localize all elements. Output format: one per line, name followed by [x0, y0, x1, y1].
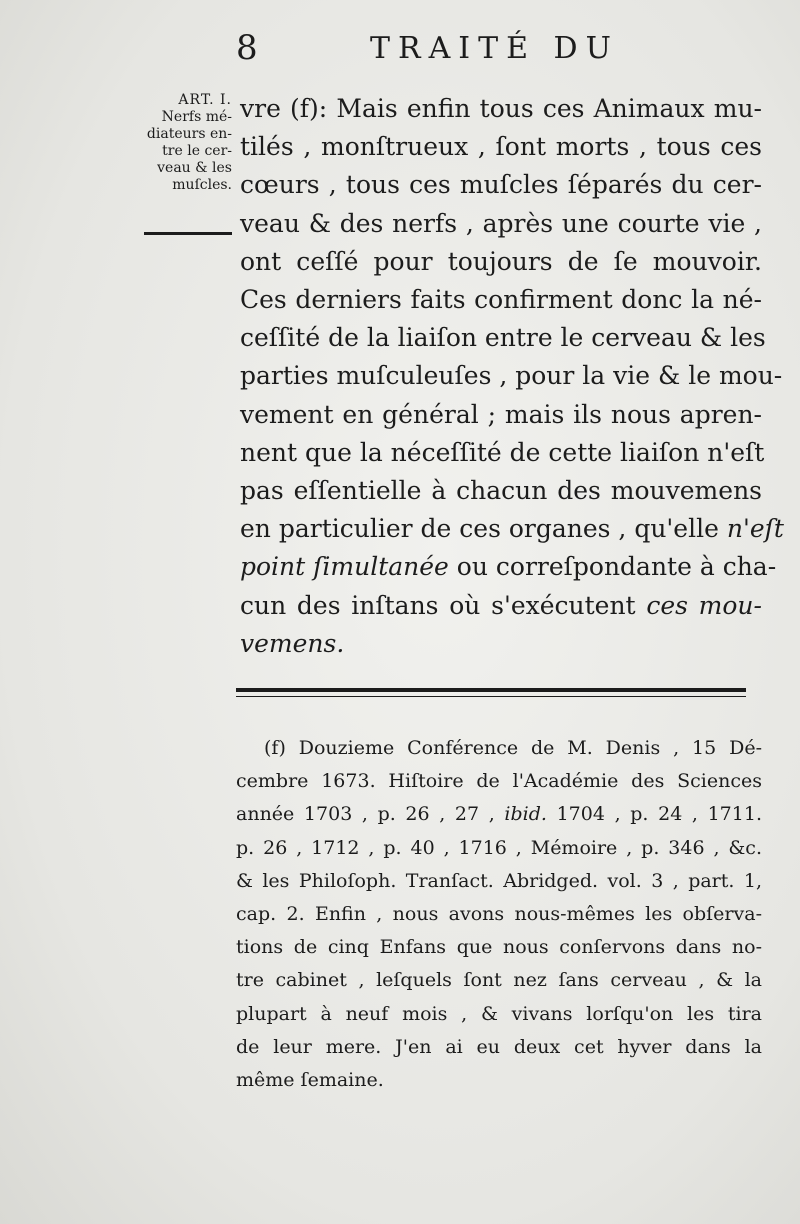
margin-note-line: Nerfs mé-	[161, 109, 232, 125]
footnote-line: tre cabinet , leſquels ſont nez ſans cerveau , & la	[236, 969, 762, 992]
footnote-line: p. 26 , 1712 , p. 40 , 1716 , Mémoire , p. 346 , &c.	[236, 836, 762, 859]
margin-note-line: muſcles.	[172, 177, 232, 193]
footnote-line: de leur mere. J'en ai eu deux cet hyver dans la	[236, 1035, 762, 1058]
footnote-separator-rule	[236, 688, 746, 697]
italic-segment: ibid.	[504, 803, 547, 826]
margin-note-line: tre le cer-	[162, 143, 232, 159]
italic-segment: vemens.	[240, 628, 345, 658]
text-line: tilés , monſtrueux , ſont morts , tous ces	[240, 132, 762, 162]
text-segment: année 1703 , p. 26 , 27 ,	[236, 803, 505, 826]
main-text	[240, 90, 784, 663]
italic-segment: n'eſt	[726, 514, 784, 544]
text-line: cœurs , tous ces muſcles ſéparés du cer-	[240, 170, 762, 200]
text-line: ont ceſſé pour toujours de ſe mouvoir.	[240, 246, 762, 276]
margin-note-line: veau & les	[157, 160, 232, 176]
footnote-line: & les Philoſoph. Tranſact. Abridged. vol. 3 , part. 1,	[236, 869, 762, 892]
italic-segment: ces mou-	[646, 590, 762, 620]
footnote-line: plupart à neuf mois , & vivans lorſqu'on les tira	[236, 1002, 762, 1025]
running-title: TRAITÉ DU	[370, 31, 619, 66]
text-line	[240, 587, 762, 625]
italic-segment: point ſimultanée	[240, 552, 449, 582]
text-line	[240, 625, 762, 663]
footnote-line: (f) Douzieme Conférence de M. Denis , 15 Dé-	[264, 737, 762, 759]
text-line: pas eſſentielle à chacun des mouvemens	[240, 476, 762, 506]
footnote-line	[236, 798, 762, 831]
text-line	[240, 548, 777, 586]
footnote-line: cap. 2. Enfin , nous avons nous-mêmes les obſerva-	[236, 903, 762, 926]
text-segment: en particulier de ces organes , qu'elle	[240, 514, 719, 544]
text-segment: 1704 , p. 24 , 1711.	[546, 803, 762, 826]
text-segment: cun des inſtans où s'exécutent	[240, 590, 647, 620]
text-line: nent que la néceſſité de cette liaiſon n'eſt	[240, 437, 765, 467]
text-line: veau & des nerfs , après une courte vie ,	[240, 208, 762, 238]
text-line	[240, 510, 784, 548]
text-segment: ou correſpondante à cha-	[448, 552, 777, 582]
text-line: vre (f): Mais enfin tous ces Animaux mu-	[240, 94, 762, 123]
text-line: vement en général ; mais ils nous apren-	[240, 399, 762, 429]
footnote	[236, 732, 762, 1097]
margin-note-line: diateurs en-	[146, 126, 232, 142]
page-number: 8	[236, 28, 258, 68]
margin-note-article: ART. I.	[178, 92, 232, 108]
text-line: Ces derniers faits confirment donc la né-	[240, 285, 762, 315]
footnote-line: tions de cinq Enfans que nous conſervons dans no-	[236, 936, 762, 959]
text-line: parties muſculeuſes , pour la vie & le mou-	[240, 361, 783, 391]
text-line: ceſſité de la liaiſon entre le cerveau & les	[240, 323, 766, 353]
margin-rule	[144, 232, 232, 235]
footnote-line: même ſemaine.	[236, 1069, 384, 1092]
footnote-line: cembre 1673. Hiſtoire de l'Académie des Sciences	[236, 770, 762, 793]
margin-note	[128, 92, 232, 194]
